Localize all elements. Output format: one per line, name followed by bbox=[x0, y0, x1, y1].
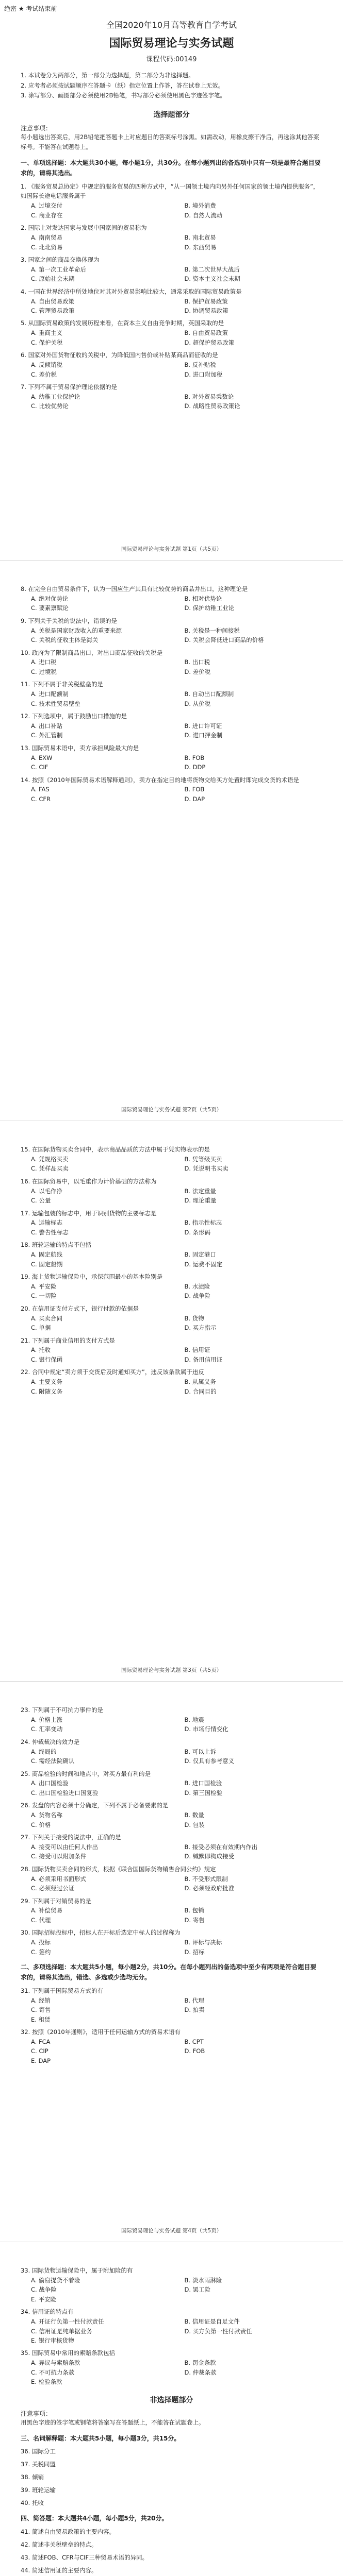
option: B. 南北贸易 bbox=[184, 234, 216, 242]
option: D. 买方负第一性付款责任 bbox=[184, 2327, 252, 2335]
question-options bbox=[21, 626, 322, 645]
option: A. 偷窃提货不着险 bbox=[31, 2276, 80, 2284]
part2-note: 用黑色字迹的签字笔或钢笔将答案写在答题纸上，不能答在试题卷上。 bbox=[21, 2419, 205, 2427]
option: D. 必须经政府批准 bbox=[184, 1885, 235, 1892]
option: B. 数量 bbox=[184, 1811, 204, 1819]
option: B. 可以上诉 bbox=[184, 1748, 216, 1755]
question-stem: 9. 下列关于关税的说法中，错误的是 bbox=[21, 617, 118, 624]
question-options bbox=[21, 2037, 322, 2065]
option: A. 自由贸易政策 bbox=[31, 297, 74, 305]
option: D. 拍卖 bbox=[184, 2006, 205, 2014]
option: A. 关税是国家财政收入的重要来源 bbox=[31, 626, 122, 634]
option: A. 价格上涨 bbox=[31, 1716, 62, 1723]
option: C. 不可抗力条款 bbox=[31, 2368, 75, 2376]
option: A. 幼稚工业保护论 bbox=[31, 393, 80, 400]
question-options bbox=[21, 1778, 322, 1798]
course-code: 课程代码:00149 bbox=[146, 56, 197, 63]
option: B. 相对优势论 bbox=[184, 595, 222, 602]
option: A. 主要义务 bbox=[31, 1378, 62, 1386]
option: B. 地震 bbox=[184, 1716, 204, 1723]
option: C. 附随义务 bbox=[31, 1387, 63, 1395]
question-stem: 1. 《服务贸易总协定》中规定的服务贸易的四种方式中，“从一国领土境内向另外任何国家的领土境内提供服务”，如国际长途电话服务属于 bbox=[21, 182, 319, 200]
question-options bbox=[21, 233, 322, 252]
question-options bbox=[21, 1938, 322, 1957]
option: D. 第三国检验 bbox=[184, 1789, 223, 1797]
question-stem: 34. 信用证的特点有 bbox=[21, 2308, 74, 2316]
option: A. 投标 bbox=[31, 1939, 51, 1946]
question-options bbox=[21, 2317, 322, 2345]
option: C. 银行保函 bbox=[31, 1355, 63, 1363]
question-options bbox=[21, 753, 322, 772]
option: B. 出口税 bbox=[184, 658, 210, 666]
question-stem: 27. 下列关于接受的说法中，正确的是 bbox=[21, 1834, 121, 1841]
option: C. 一切险 bbox=[31, 1292, 57, 1300]
question-stem: 6. 国家对外国货物征收的关税中，为降低国内售价或补贴某商品而征收的是 bbox=[21, 351, 218, 359]
question-item: 42. 简述非关税壁垒的特点。 bbox=[21, 2540, 97, 2548]
exam-page-1 bbox=[0, 0, 343, 561]
option: E. 检验条款 bbox=[31, 2378, 62, 2386]
option: C. 过境税 bbox=[31, 668, 57, 675]
option: C. 警告性标志 bbox=[31, 1228, 69, 1236]
option: B. 对外贸易乘数论 bbox=[184, 393, 234, 400]
option: A. 以毛作净 bbox=[31, 1187, 62, 1195]
option: C. 商业存在 bbox=[31, 211, 63, 219]
question-options bbox=[21, 1906, 322, 1925]
option: A. 运输标志 bbox=[31, 1219, 62, 1227]
single-choice-head: 一、单项选择题：本大题共30小题，每小题1分，共30分。在每小题列出的备选项中只有一项是最符合题目要求的，请将其选出。 bbox=[21, 159, 321, 177]
option: B. 进口国检验 bbox=[184, 1780, 222, 1787]
option: A. 进口税 bbox=[31, 658, 57, 666]
section4-head: 四、简答题：本大题共4小题，每小题5分，共20分。 bbox=[21, 2515, 168, 2522]
question-options bbox=[21, 1155, 322, 1174]
option: D. 凭说明书买卖 bbox=[184, 1165, 228, 1173]
option: A. 接受可以由任何人作出 bbox=[31, 1843, 98, 1851]
question-item: 38. 倾销 bbox=[21, 2473, 44, 2481]
option: D. 进口附加税 bbox=[184, 370, 223, 378]
option: D. 合同目的 bbox=[184, 1387, 217, 1395]
question-stem: 10. 政府为了限制商品出口，对出口商品征收的关税是 bbox=[21, 649, 162, 656]
option: D. 协调贸易政策 bbox=[184, 307, 228, 315]
question-stem: 17. 运输包装的标志中，用于识别货物的主要标志是 bbox=[21, 1209, 157, 1217]
option: C. 公量 bbox=[31, 1197, 51, 1205]
question-list bbox=[21, 1705, 322, 1957]
option: A. 过境交付 bbox=[31, 202, 62, 210]
option: D. FOB bbox=[184, 2047, 205, 2055]
page-footer: 国际贸易理论与实务试题 第1页（共5页） bbox=[121, 546, 222, 552]
option: A. FAS bbox=[31, 786, 50, 793]
option: D. 缄默即构成接受 bbox=[184, 1853, 235, 1860]
question-stem: 2. 国际上对发达国家与发展中国家间的贸易称为 bbox=[21, 224, 147, 232]
option: D. 罢工险 bbox=[184, 2286, 211, 2294]
option: C. CFR bbox=[31, 795, 51, 803]
option: D. 自然人流动 bbox=[184, 211, 223, 219]
option: C. 凭样品买卖 bbox=[31, 1165, 69, 1173]
option: D. 仅具有参考意义 bbox=[184, 1757, 235, 1765]
option: D. 运费不固定 bbox=[184, 1260, 223, 1268]
question-stem: 15. 在国际货物买卖合同中，表示商品品质的方法中属于凭实物表示的是 bbox=[21, 1146, 210, 1153]
option: D. 市场行情变化 bbox=[184, 1725, 228, 1733]
option: A. 反倾销税 bbox=[31, 361, 62, 369]
question-list bbox=[21, 584, 322, 804]
option: C. 北北贸易 bbox=[31, 243, 63, 251]
section3-head: 三、名词解释题：本大题共5小题，每小题3分，共15分。 bbox=[21, 2434, 181, 2442]
notice-line: 1. 本试卷分为两部分，第一部分为选择题，第二部分为非选择题。 bbox=[21, 72, 194, 79]
option: B. 从属义务 bbox=[184, 1378, 216, 1386]
option: C. 签约 bbox=[31, 1948, 51, 1956]
option: C. 要素禀赋论 bbox=[31, 604, 69, 612]
question-stem: 14. 按照《2010年国际贸易术语解释通则》，卖方在指定目的地将货物交给买方处置时即完成交货的术语是 bbox=[21, 776, 299, 784]
option: D. 理论重量 bbox=[184, 1197, 217, 1205]
option: A. 凭规格买卖 bbox=[31, 1155, 69, 1163]
option: C. 外汇管制 bbox=[31, 732, 63, 739]
option: D. 从价税 bbox=[184, 700, 211, 707]
option: A. 第一次工业革命后 bbox=[31, 265, 86, 273]
question-options bbox=[21, 265, 322, 284]
option: B. 接受必须在有效期内作出 bbox=[184, 1843, 258, 1851]
part2-title: 非选择题部分 bbox=[150, 2396, 193, 2405]
question-options bbox=[21, 2358, 322, 2386]
question-stem: 23. 下列属于不可抗力事件的是 bbox=[21, 1706, 103, 1714]
question-stem: 35. 国际贸易中常用的索赔条款包括 bbox=[21, 2349, 115, 2357]
option: B. 自由贸易政策 bbox=[184, 329, 228, 337]
option: B. 关税是一种间接税 bbox=[184, 626, 240, 634]
option: C. 原始社会末期 bbox=[31, 275, 75, 283]
option: D. 进口押金制 bbox=[184, 732, 223, 739]
option: E. 租赁 bbox=[31, 2015, 51, 2023]
option: E. DAP bbox=[31, 2057, 51, 2064]
question-options bbox=[21, 785, 322, 804]
question-stem: 21. 下列属于商业信用的支付方式是 bbox=[21, 1336, 115, 1344]
question-stem: 31. 下列属于国际贸易方式的有 bbox=[21, 1987, 103, 1994]
option: B. 保护贸易政策 bbox=[184, 297, 228, 305]
option: B. 淡水雨淋险 bbox=[184, 2276, 222, 2284]
question-options bbox=[21, 1218, 322, 1237]
notice-line: 2. 应考者必须按试题顺序在答题卡（纸）指定位置上作答，答在试卷上无效。 bbox=[21, 81, 224, 89]
option: D. 仲裁条款 bbox=[184, 2368, 217, 2376]
term-list bbox=[21, 2447, 322, 2508]
question-item: 37. 关税同盟 bbox=[21, 2461, 56, 2468]
option: A. 出口补贴 bbox=[31, 722, 62, 730]
question-stem: 16. 在国际贸易中，以毛重作为计价基础的方法称为 bbox=[21, 1177, 157, 1185]
question-stem: 13. 国际贸易术语中，卖方承担风险最大的是 bbox=[21, 744, 139, 752]
part1-note: 每小题选出答案后，用2B铅笔把答题卡上对应题目的答案标号涂黑。如需改动，用橡皮擦干净后，再选涂其他答案标号。不能答在试题卷上。 bbox=[21, 133, 319, 151]
page-footer: 国际贸易理论与实务试题 第3页（共5页） bbox=[121, 1667, 222, 1673]
option: D. 战略性贸易政策论 bbox=[184, 402, 240, 410]
question-options bbox=[21, 1996, 322, 2024]
question-options bbox=[21, 594, 322, 613]
option: C. 关税的征收主体是海关 bbox=[31, 636, 99, 644]
question-stem: 33. 国际货物运输保险中，属于附加险的有 bbox=[21, 2267, 133, 2274]
option: B. 包销 bbox=[184, 1907, 204, 1914]
exam-page-2 bbox=[0, 561, 343, 1121]
question-stem: 4. 一国在世界经济中所处地位对其对外贸易影响比较大，通常采取的国际贸易政策是 bbox=[21, 287, 242, 295]
question-options bbox=[21, 1377, 322, 1396]
option: D. DDP bbox=[184, 764, 206, 771]
question-stem: 22. 合同中规定“卖方须于交货后及时通知买方”，违反该条款属于违反 bbox=[21, 1368, 204, 1376]
question-list bbox=[21, 1986, 322, 2065]
question-item: 36. 国际分工 bbox=[21, 2448, 56, 2455]
option: B. 第二次世界大战后 bbox=[184, 265, 240, 273]
option: A. 经销 bbox=[31, 1996, 51, 2004]
option: C. 代理 bbox=[31, 1916, 51, 1924]
question-options bbox=[21, 1810, 322, 1829]
question-options bbox=[21, 689, 322, 708]
option: C. 信用证是纯单据业务 bbox=[31, 2327, 92, 2335]
option: A. EXW bbox=[31, 754, 53, 761]
question-stem: 20. 在信用证支付方式下，银行付款的依据是 bbox=[21, 1304, 139, 1312]
option: C. 接受可以附加条件 bbox=[31, 1853, 87, 1860]
option: C. 寄售 bbox=[31, 2006, 51, 2014]
option: B. 法定重量 bbox=[184, 1187, 216, 1195]
option: D. 保护幼稚工业论 bbox=[184, 604, 235, 612]
question-item: 41. 简述自由贸易政策的主要内容。 bbox=[21, 2528, 115, 2535]
question-options bbox=[21, 1187, 322, 1206]
option: C. 保护关税 bbox=[31, 338, 63, 346]
option: A. 货物名称 bbox=[31, 1811, 62, 1819]
option: B. 境外消费 bbox=[184, 202, 216, 210]
part2-note-head: 注意事项： bbox=[21, 2410, 52, 2418]
option: B. 信用证 bbox=[184, 1346, 210, 1354]
option: A. 买卖合同 bbox=[31, 1314, 62, 1322]
notice-line: 3. 涂写部分、画图部分必须使用2B铅笔，书写部分必须使用黑色字迹签字笔。 bbox=[21, 92, 226, 99]
secret-mark: 绝密 ★ 考试结束前 bbox=[4, 5, 57, 12]
question-item: 39. 班轮运输 bbox=[21, 2486, 56, 2494]
multi-choice-head: 二、多项选择题：本大题共5小题，每小题2分，共10分。在每小题列出的备选项中至少有两项是符合题目要求的，请将其选出，错选、多选或少选均无分。 bbox=[21, 1963, 317, 1981]
option: D. 东西贸易 bbox=[184, 243, 217, 251]
question-options bbox=[21, 1314, 322, 1333]
option: A. 重商主义 bbox=[31, 329, 62, 337]
option: B. 代理 bbox=[184, 1996, 204, 2004]
question-stem: 3. 国家之间的商品交换体现为 bbox=[21, 256, 100, 263]
option: B. 水渍险 bbox=[184, 1282, 210, 1290]
question-options bbox=[21, 1747, 322, 1766]
option: B. 货物 bbox=[184, 1314, 204, 1322]
question-stem: 11. 下列不属于非关税壁垒的是 bbox=[21, 681, 103, 688]
question-options bbox=[21, 1345, 322, 1364]
exam-page-4 bbox=[0, 1682, 343, 2242]
option: C. 需经法院确认 bbox=[31, 1757, 75, 1765]
option: B. 指示性标志 bbox=[184, 1219, 222, 1227]
question-options bbox=[21, 297, 322, 316]
question-stem: 8. 在完全自由贸易条件下，认为一国应生产其具有比较优势的商品并出口，这种理论是 bbox=[21, 585, 248, 592]
option: C. 技术性贸易壁垒 bbox=[31, 700, 80, 707]
option: B. 反补贴税 bbox=[184, 361, 216, 369]
exam-title: 全国2020年10月高等教育自学考试 bbox=[106, 20, 237, 30]
option: C. 必须经过公证 bbox=[31, 1885, 75, 1892]
option: D. 备用信用证 bbox=[184, 1355, 223, 1363]
question-stem: 25. 商品检验的时间和地点中，对买方最有利的是 bbox=[21, 1770, 151, 1777]
option: B. 信用证是自足文件 bbox=[184, 2318, 240, 2326]
question-stem: 26. 发盘的内容必须十分确定，下列不属于必备要素的是 bbox=[21, 1802, 169, 1809]
option: A. 必须采用书面形式 bbox=[31, 1875, 86, 1883]
option: D. 买方指示 bbox=[184, 1324, 217, 1332]
question-stem: 7. 下列不属于贸易保护理论依据的是 bbox=[21, 383, 118, 391]
option: B. 罚金条款 bbox=[184, 2359, 216, 2367]
option: A. 进口配额制 bbox=[31, 690, 69, 698]
option: D. 战争险 bbox=[184, 1292, 211, 1300]
option: D. 资本主义社会末期 bbox=[184, 275, 240, 283]
option: C. 出口国检验进口国复验 bbox=[31, 1789, 99, 1797]
option: C. 固定船期 bbox=[31, 1260, 63, 1268]
option: B. 进口许可证 bbox=[184, 722, 222, 730]
option: D. 超保护贸易政策 bbox=[184, 338, 235, 346]
option: B. 不受形式限制 bbox=[184, 1875, 228, 1883]
question-options bbox=[21, 1874, 322, 1893]
question-options bbox=[21, 1842, 322, 1861]
question-stem: 24. 仲裁裁决的效力是 bbox=[21, 1738, 79, 1745]
part1-title: 选择题部分 bbox=[153, 110, 190, 119]
question-options bbox=[21, 392, 322, 411]
question-list bbox=[21, 1145, 322, 1396]
question-options bbox=[21, 328, 322, 347]
option: A. 异议与索赔条款 bbox=[31, 2359, 80, 2367]
option: A. 南南贸易 bbox=[31, 234, 62, 242]
option: A. FCA bbox=[31, 2038, 51, 2045]
question-options bbox=[21, 360, 322, 379]
option: D. 寄售 bbox=[184, 1916, 205, 1924]
option: C. 差价税 bbox=[31, 370, 57, 378]
question-options bbox=[21, 2276, 322, 2304]
question-options bbox=[21, 657, 322, 676]
option: D. 差价税 bbox=[184, 668, 211, 675]
option: C. 汇率变动 bbox=[31, 1725, 63, 1733]
question-item: 43. 简述FOB、CFR与CIF三种贸易术语的异同。 bbox=[21, 2553, 149, 2561]
option: A. 补偿贸易 bbox=[31, 1907, 62, 1914]
option: B. 固定港口 bbox=[184, 1251, 216, 1259]
question-options bbox=[21, 1282, 322, 1301]
short-answer-list bbox=[21, 2527, 322, 2575]
question-item: 40. 托收 bbox=[21, 2499, 44, 2507]
option: A. 固定航线 bbox=[31, 1251, 62, 1259]
exam-page-5 bbox=[0, 2242, 343, 2576]
option: C. CIP bbox=[31, 2047, 48, 2055]
exam-page-3 bbox=[0, 1121, 343, 1682]
option: D. 关税会降低进口商品的价格 bbox=[184, 636, 264, 644]
option: A. 开证行负第一性付款责任 bbox=[31, 2318, 104, 2326]
question-options bbox=[21, 1715, 322, 1734]
option: A. 出口国检验 bbox=[31, 1780, 69, 1787]
option: B. FOB bbox=[184, 754, 205, 761]
option: D. 条形码 bbox=[184, 1228, 211, 1236]
question-stem: 28. 国际货物买卖合同的形式，根据《联合国国际货物销售合同公约》规定 bbox=[21, 1865, 216, 1873]
question-stem: 18. 班轮运输的特点不包括 bbox=[21, 1241, 91, 1249]
option: B. CPT bbox=[184, 2038, 204, 2045]
question-stem: 19. 海上货物运输保险中，承保范围最小的基本险别是 bbox=[21, 1273, 162, 1280]
option: D. 包装 bbox=[184, 1821, 205, 1828]
option: A. 平安险 bbox=[31, 1282, 57, 1290]
option: B. 评标与决标 bbox=[184, 1939, 222, 1946]
option: A. 终局的 bbox=[31, 1748, 57, 1755]
question-stem: 30. 国际招标投标中，招标人在开标后选定中标人的过程称为 bbox=[21, 1929, 181, 1937]
question-stem: 29. 下列属于对销贸易的是 bbox=[21, 1897, 91, 1905]
question-options bbox=[21, 201, 322, 220]
option: D. DAP bbox=[184, 795, 205, 803]
option: E. 银行审核货物 bbox=[31, 2336, 74, 2344]
question-list bbox=[21, 2266, 322, 2386]
question-list bbox=[21, 182, 322, 411]
option: C. 比较优势论 bbox=[31, 402, 69, 410]
option: B. 自动出口配额制 bbox=[184, 690, 234, 698]
question-options bbox=[21, 1250, 322, 1269]
option: C. 管理贸易政策 bbox=[31, 307, 75, 315]
page-footer: 国际贸易理论与实务试题 第4页（共5页） bbox=[121, 2228, 222, 2234]
question-stem: 32. 按照《2010年通则》，适用于任何运输方式的贸易术语有 bbox=[21, 2028, 181, 2036]
option: C. 价格 bbox=[31, 1821, 51, 1828]
part1-note-head: 注意事项： bbox=[21, 124, 52, 132]
option: D. 招标 bbox=[184, 1948, 205, 1956]
option: B. 凭等级买卖 bbox=[184, 1155, 222, 1163]
option: C. 单据 bbox=[31, 1324, 51, 1332]
question-options bbox=[21, 721, 322, 740]
exam-notice bbox=[21, 71, 322, 101]
option: A. 托收 bbox=[31, 1346, 51, 1354]
option: C. 战争险 bbox=[31, 2286, 57, 2294]
option: C. CIF bbox=[31, 764, 48, 771]
option: B. FOB bbox=[184, 786, 205, 793]
question-stem: 12. 下列选项中，属于鼓励出口措施的是 bbox=[21, 713, 127, 720]
subject-title: 国际贸易理论与实务试题 bbox=[109, 37, 234, 50]
question-stem: 5. 从国际贸易政策的发展历程来看，在资本主义自由竞争时期，英国采取的是 bbox=[21, 319, 224, 327]
option: E. 平安险 bbox=[31, 2295, 57, 2303]
question-item: 44. 简述信用证的主要内容。 bbox=[21, 2566, 97, 2574]
option: A. 绝对优势论 bbox=[31, 595, 69, 602]
page-footer: 国际贸易理论与实务试题 第2页（共5页） bbox=[121, 1107, 222, 1113]
